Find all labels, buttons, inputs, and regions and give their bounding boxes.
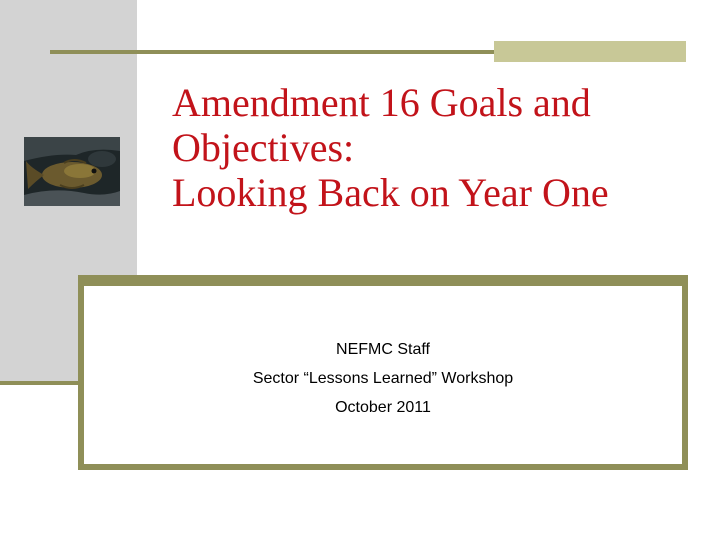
fish-illustration: [24, 137, 120, 206]
fish-photo: [24, 137, 120, 206]
title-line-1: Amendment 16 Goals and: [172, 80, 591, 125]
subtitle-line-date: October 2011: [335, 399, 431, 416]
slide-title: [172, 80, 702, 215]
top-accent-block: [494, 41, 686, 62]
subtitle-box: [78, 275, 688, 470]
subtitle-text: [84, 335, 682, 422]
title-line-2: Objectives:: [172, 125, 355, 170]
title-line-3: Looking Back on Year One: [172, 170, 609, 215]
subtitle-line-event: Sector “Lessons Learned” Workshop: [252, 370, 514, 387]
subtitle-line-author: NEFMC Staff: [336, 341, 430, 358]
